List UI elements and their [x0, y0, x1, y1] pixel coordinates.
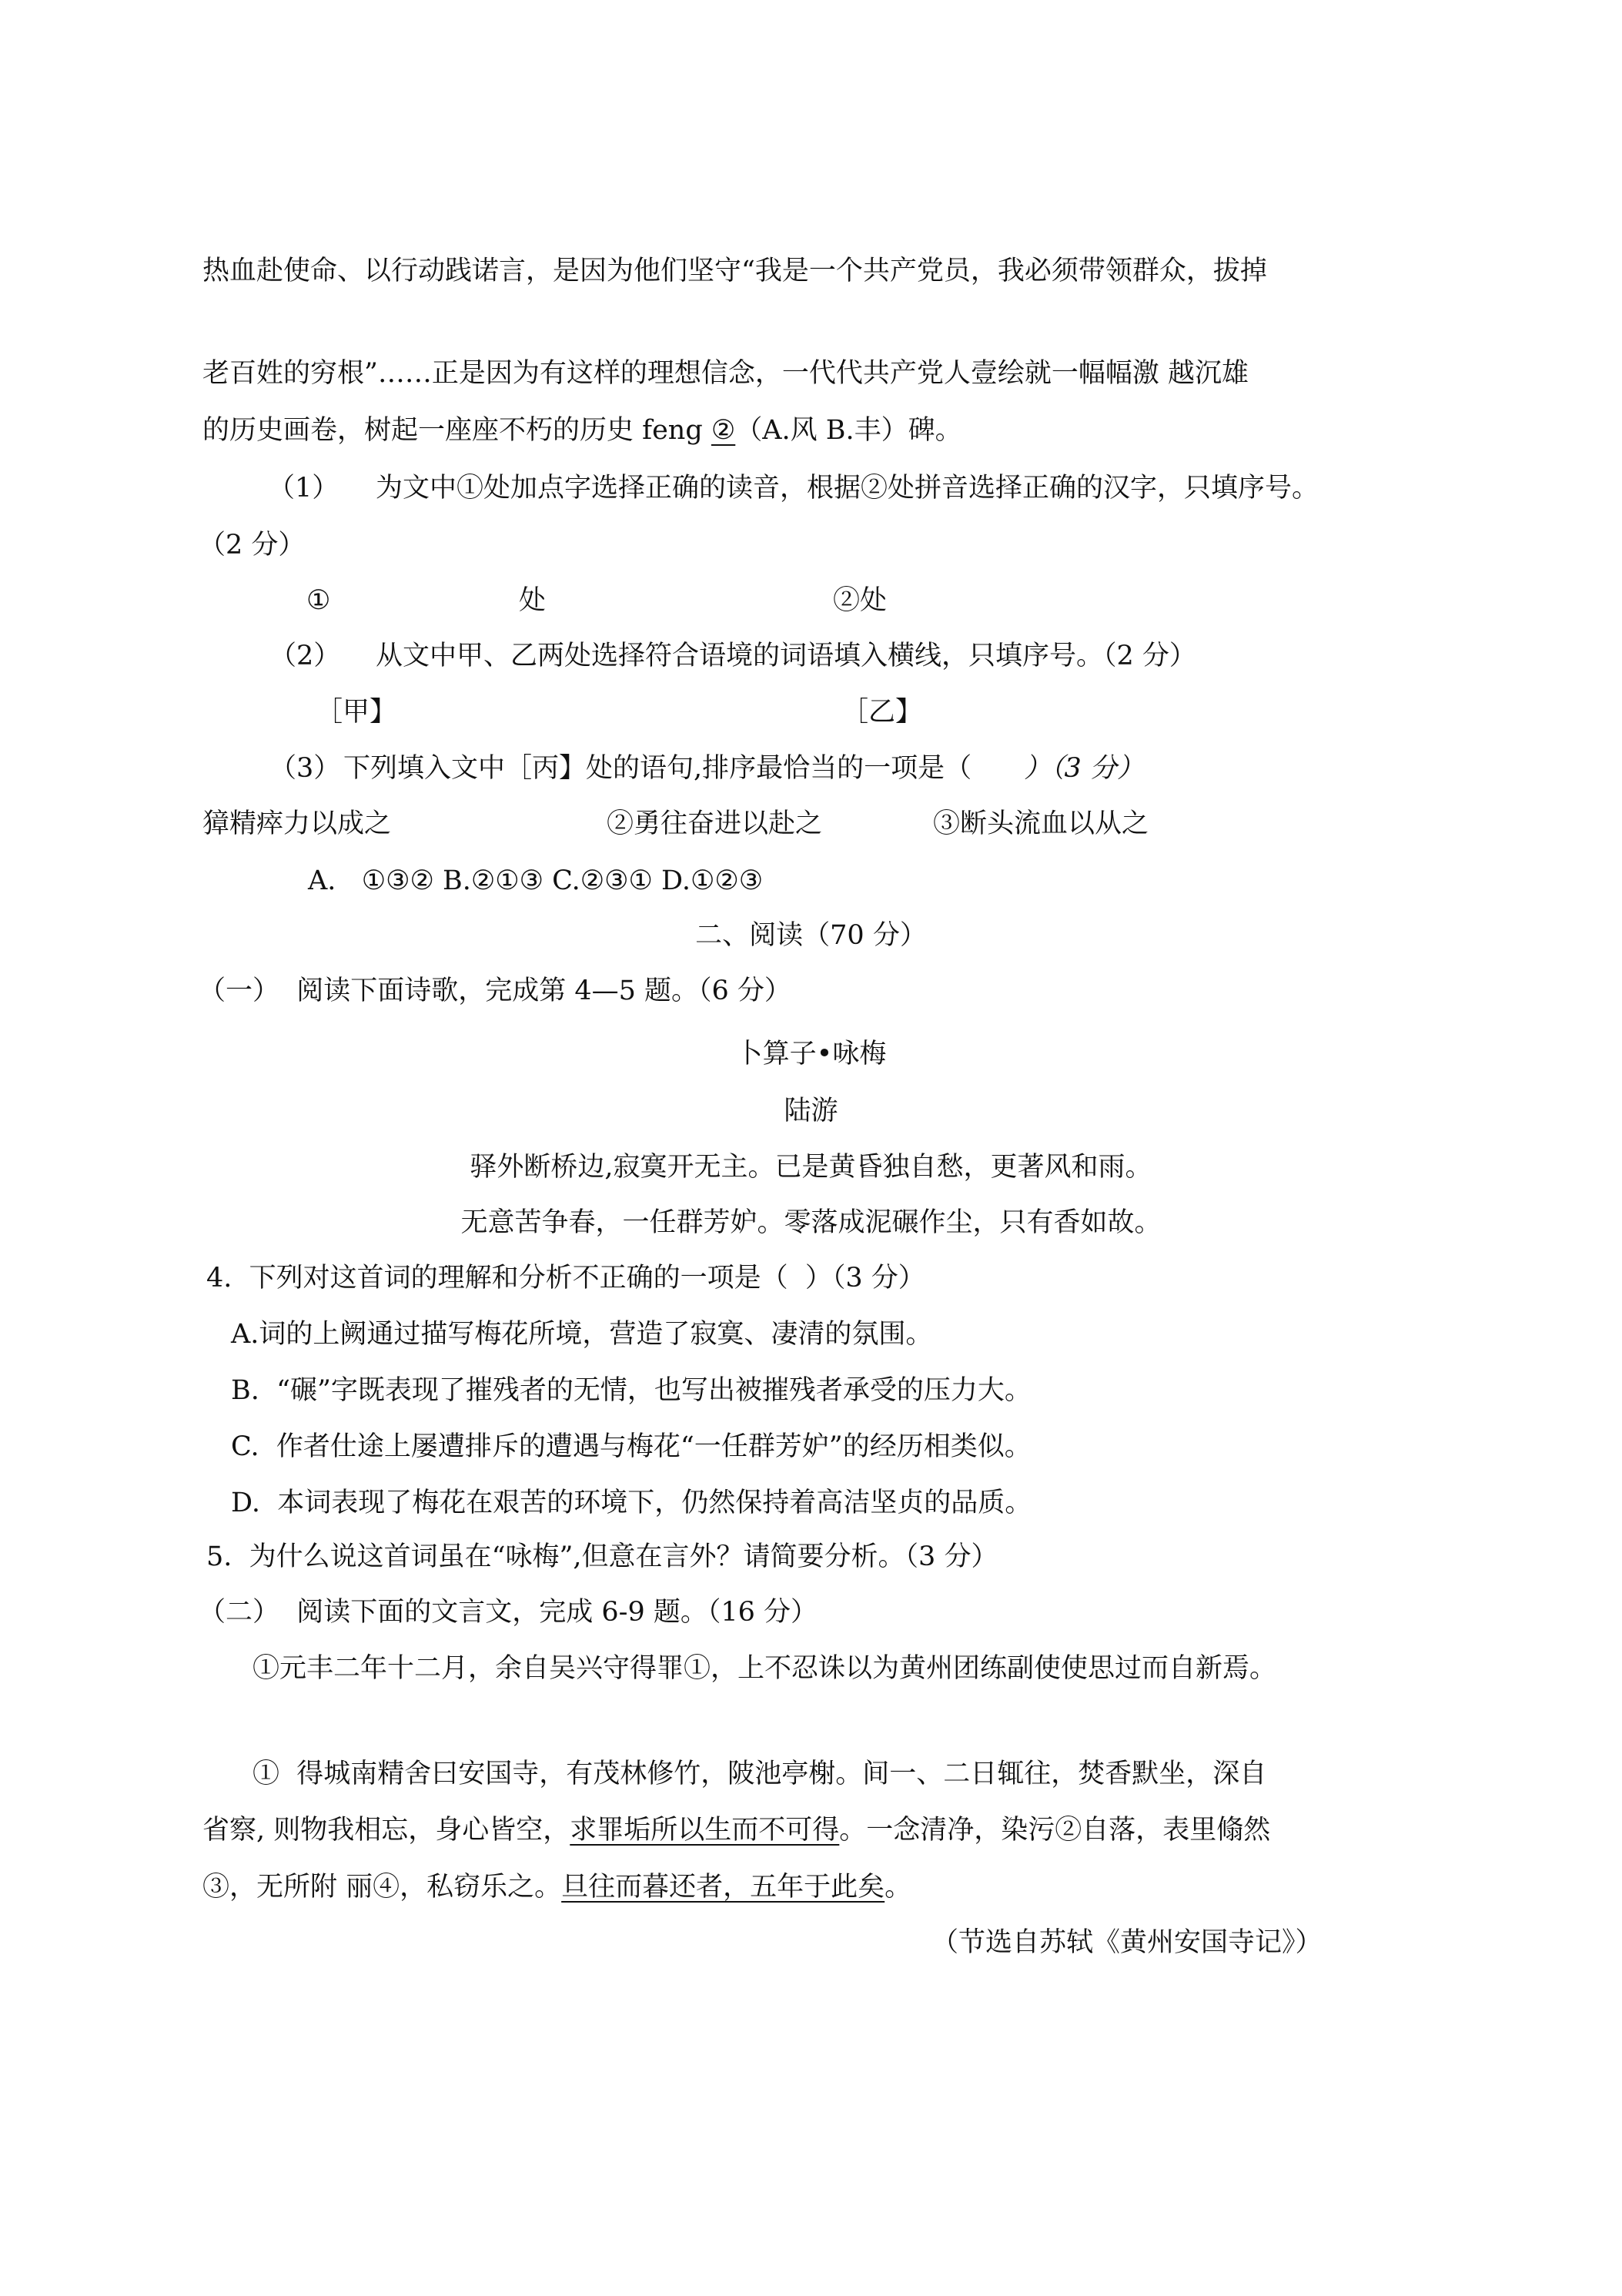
q4-option-b: B. “碾”字既表现了摧残者的无情，也写出被摧残者承受的压力大。: [231, 1375, 1032, 1406]
classical-paragraph-1: ①元丰二年十二月，余自吴兴守得罪①，上不忍诛以为黄州团练副使使思过而自新焉。: [252, 1653, 1277, 1684]
part-1-heading: （一） 阅读下面诗歌，完成第 4—5 题。（6 分）: [199, 976, 791, 1006]
poem-author: 陆游: [784, 1096, 838, 1126]
q1-answer-1-marker: ①: [306, 585, 331, 616]
q3-choices: A. ①③② B.②①③ C.②③① D.①②③: [308, 865, 764, 896]
q4-stem: 4. 下列对这首词的理解和分析不正确的一项是（ ）（3 分）: [206, 1263, 925, 1294]
q1-text: 为文中①处加点字选择正确的读音，根据②处拼音选择正确的汉字，只填序号。: [376, 473, 1319, 504]
passage-line-2: 老百姓的穷根”……正是因为有这样的理想信念，一代代共产党人壹绘就一幅幅激 越沉雄: [202, 358, 1249, 389]
poem-title: 卜算子•咏梅: [735, 1039, 887, 1069]
poem-line-1: 驿外断桥边,寂寞开无主。已是黄昏独自愁，更著风和雨。: [470, 1152, 1152, 1183]
q3-number: （3）: [269, 753, 341, 784]
classical-paragraph-2-line-2: [202, 1813, 1270, 1847]
q1-number: （1）: [268, 473, 339, 504]
q4-option-d: D. 本词表现了梅花在艰苦的环境下，仍然保持着高洁坚贞的品质。: [231, 1488, 1032, 1518]
blank-2-marker: ②: [711, 415, 736, 446]
classical-line-2-a: 省察, 则物我相忘，身心皆空，: [202, 1815, 570, 1846]
q2-text: 从文中甲、乙两处选择符合语境的词语填入横线，只填序号。（2 分）: [376, 641, 1196, 671]
q5-stem: 5. 为什么说这首词虽在“咏梅”,但意在言外？请简要分析。（3 分）: [206, 1541, 998, 1572]
q3-option-3: ③断头流血以从之: [933, 808, 1149, 839]
passage-line-3-c: （A.风 B.丰）碑。: [735, 415, 962, 446]
q3-option-1: 獐精瘁力以成之: [202, 808, 392, 839]
q2-blank-yi: ［乙】: [841, 697, 923, 728]
q2-blank-jia: ［甲】: [316, 697, 397, 728]
q3-text: 下列填入文中［丙】处的语句,排序最恰当的一项是（: [343, 753, 972, 784]
source-citation: （节选自苏轼《黄州安国寺记》）: [931, 1927, 1323, 1958]
section-2-title: 二、阅读（70 分）: [695, 920, 927, 951]
q4-option-a: A.词的上阙通过描写梅花所境，营造了寂寞、凄清的氛围。: [231, 1319, 933, 1350]
classical-line-3-a: ③，无所附 丽④，私窃乐之。: [202, 1872, 562, 1903]
passage-line-3-a: 的历史画卷，树起一座座不朽的历史 feng: [202, 415, 711, 446]
underlined-sentence-1: 求罪垢所以生而不可得: [570, 1815, 840, 1846]
passage-line-3: [202, 413, 962, 447]
q1-answer-1-label: 处: [519, 585, 547, 616]
q2-number: （2）: [269, 641, 341, 671]
q4-option-c: C. 作者仕途上屡遭排斥的遭遇与梅花“一任群芳妒”的经历相类似。: [231, 1431, 1032, 1462]
q1-score: （2 分）: [199, 530, 306, 561]
q1-answer-2-label: ②处: [833, 585, 888, 616]
classical-paragraph-2-line-3: [202, 1870, 911, 1904]
underlined-sentence-2: 旦往而暮还者，五年于此矣: [561, 1872, 885, 1903]
poem-line-2: 无意苦争春，一任群芳妒。零落成泥碾作尘，只有香如故。: [460, 1207, 1162, 1238]
classical-line-2-b: 。一念清净，染污②自落，表里翛然: [839, 1815, 1271, 1846]
q3-close-score: ）（3 分）: [1024, 753, 1144, 784]
q3-option-2: ②勇往奋进以赴之: [607, 808, 823, 839]
passage-line-1: 热血赴使命、以行动践诺言，是因为他们坚守“我是一个共产党员，我必须带领群众，拔掉: [202, 256, 1267, 286]
classical-line-3-b: 。: [885, 1872, 912, 1903]
classical-paragraph-2-line-1: ① 得城南精舍曰安国寺，有茂林修竹，陂池亭榭。间一、二日辄往，焚香默坐，深自: [252, 1759, 1267, 1789]
part-2-heading: （二） 阅读下面的文言文，完成 6-9 题。（16 分）: [199, 1597, 818, 1628]
